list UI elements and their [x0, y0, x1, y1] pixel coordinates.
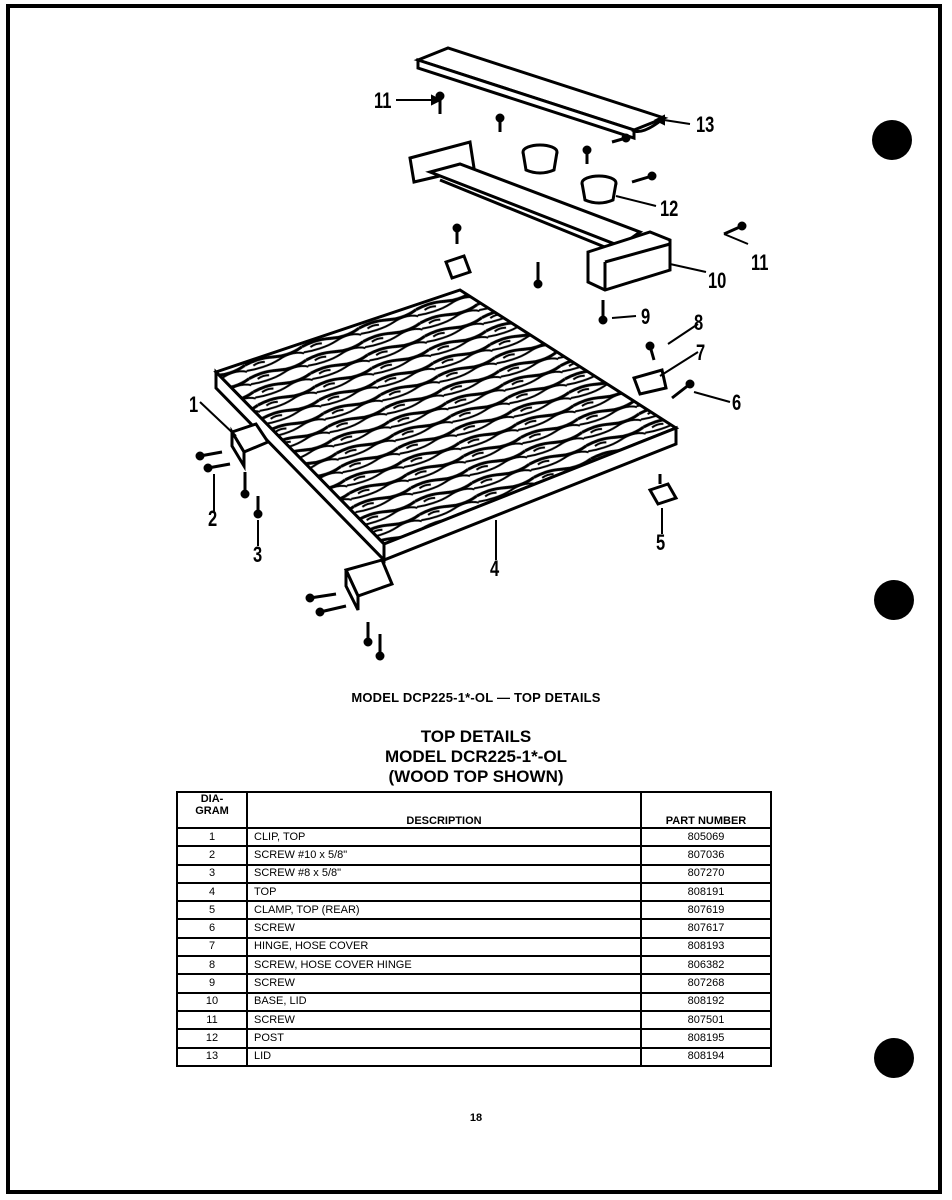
row-diagram-number: 1: [177, 828, 247, 846]
row-part-number: 806382: [641, 956, 771, 974]
row-diagram-number: 4: [177, 883, 247, 901]
row-diagram-number: 7: [177, 938, 247, 956]
row-diagram-number: 6: [177, 919, 247, 937]
row-diagram-number: 5: [177, 901, 247, 919]
row-part-number: 807619: [641, 901, 771, 919]
row-diagram-number: 3: [177, 865, 247, 883]
row-diagram-number: 13: [177, 1048, 247, 1066]
row-part-number: 807270: [641, 865, 771, 883]
row-part-number: 808195: [641, 1029, 771, 1047]
row-diagram-number: 10: [177, 993, 247, 1011]
table-row: [177, 828, 771, 846]
callout-13: 13: [696, 112, 715, 137]
header-diagram: DIA- GRAM: [177, 792, 247, 828]
callout-11-right: 11: [751, 250, 769, 275]
row-diagram-number: 9: [177, 974, 247, 992]
callout-3: 3: [253, 542, 263, 567]
row-description: LID: [247, 1048, 641, 1066]
row-description: SCREW: [247, 919, 641, 937]
row-part-number: 807501: [641, 1011, 771, 1029]
row-description: SCREW #10 x 5/8": [247, 846, 641, 864]
parts-table-header: [177, 792, 771, 828]
row-part-number: 807617: [641, 919, 771, 937]
callout-4: 4: [490, 556, 500, 581]
header-part-number: PART NUMBER: [641, 792, 771, 828]
lid-part: [418, 48, 664, 138]
row-description: SCREW, HOSE COVER HINGE: [247, 956, 641, 974]
callout-11-left: 11: [374, 88, 392, 113]
callout-7: 7: [696, 340, 706, 365]
callout-8: 8: [694, 310, 704, 335]
row-description: POST: [247, 1029, 641, 1047]
binder-hole-bottom: [874, 1038, 914, 1078]
row-part-number: 808192: [641, 993, 771, 1011]
row-description: SCREW: [247, 974, 641, 992]
parts-table: [176, 791, 772, 1067]
row-part-number: 805069: [641, 828, 771, 846]
table-row: [177, 865, 771, 883]
row-part-number: 808194: [641, 1048, 771, 1066]
row-description: CLAMP, TOP (REAR): [247, 901, 641, 919]
table-row: [177, 1011, 771, 1029]
row-description: TOP: [247, 883, 641, 901]
callout-9: 9: [641, 304, 651, 329]
row-description: CLIP, TOP: [247, 828, 641, 846]
row-part-number: 807268: [641, 974, 771, 992]
table-row: [177, 938, 771, 956]
row-diagram-number: 8: [177, 956, 247, 974]
header-description: DESCRIPTION: [247, 792, 641, 828]
page-number: 18: [469, 1112, 483, 1124]
section-title-line-1: TOP DETAILS: [420, 727, 532, 746]
table-row: [177, 883, 771, 901]
table-row: [177, 901, 771, 919]
row-description: BASE, LID: [247, 993, 641, 1011]
section-title-line-3: (WOOD TOP SHOWN): [388, 767, 564, 786]
row-diagram-number: 2: [177, 846, 247, 864]
table-row: [177, 974, 771, 992]
callout-1: 1: [189, 392, 199, 417]
table-row: [177, 956, 771, 974]
table-row: [177, 846, 771, 864]
row-part-number: 808191: [641, 883, 771, 901]
row-part-number: 808193: [641, 938, 771, 956]
row-part-number: 807036: [641, 846, 771, 864]
callout-10: 10: [708, 268, 727, 293]
callout-6: 6: [732, 390, 742, 415]
row-description: SCREW: [247, 1011, 641, 1029]
diagram-caption: MODEL DCP225-1*-OL — TOP DETAILS: [351, 690, 601, 705]
row-description: HINGE, HOSE COVER: [247, 938, 641, 956]
section-title: [0, 727, 952, 787]
callout-2: 2: [208, 506, 218, 531]
callout-12: 12: [660, 196, 679, 221]
section-title-line-2: MODEL DCR225-1*-OL: [385, 747, 567, 766]
table-row: [177, 919, 771, 937]
callout-5: 5: [656, 530, 666, 555]
row-diagram-number: 11: [177, 1011, 247, 1029]
row-diagram-number: 12: [177, 1029, 247, 1047]
wood-top-part: [216, 290, 676, 560]
table-row: [177, 1029, 771, 1047]
table-row: [177, 1048, 771, 1066]
table-row: [177, 993, 771, 1011]
row-description: SCREW #8 x 5/8": [247, 865, 641, 883]
